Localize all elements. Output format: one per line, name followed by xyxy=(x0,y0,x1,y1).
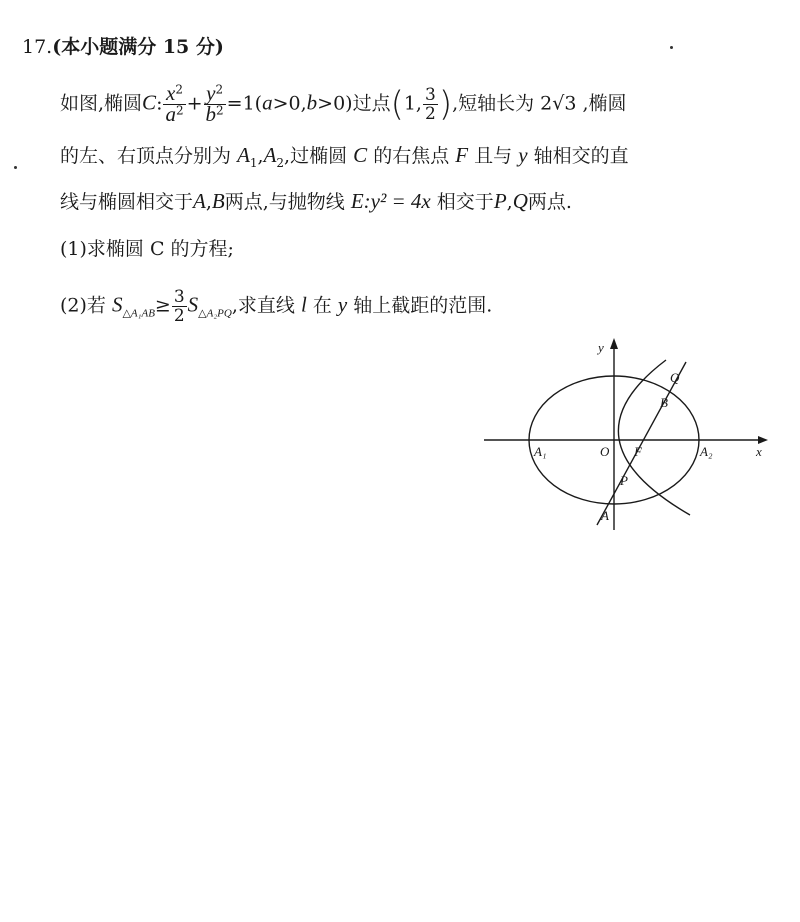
sup-2: 2 xyxy=(216,103,224,118)
text-vertices: 的左、右顶点分别为 xyxy=(60,145,232,167)
var-l: l xyxy=(300,292,307,317)
text-comma: , xyxy=(506,191,513,213)
statement-line-1: 如图,椭圆C: $\frac{x^2}{a^2}$ + $\frac{y^2}{b^2}$ =1(a>0,b>0)过点(1, $\frac{3}{2}$ ),短轴长为 2√3 ,椭圆 xyxy=(60,81,627,126)
var-y-axis: y xyxy=(518,143,528,167)
text-axis-intersect: 轴相交的直 xyxy=(533,145,629,167)
label-A2: A₂ xyxy=(700,444,713,459)
text-gt0-b: >0)过点 xyxy=(317,92,391,115)
x-axis-arrow-icon xyxy=(758,436,768,444)
var-a: a xyxy=(165,102,176,126)
text-intercept-range: 轴上截距的范围. xyxy=(353,294,493,317)
label-A: A xyxy=(601,508,609,523)
problem-number: 17. xyxy=(22,36,53,58)
text-comma: , xyxy=(257,145,264,167)
frac-den: 2 xyxy=(424,104,436,124)
text-comma: , xyxy=(205,191,212,213)
var-E: E xyxy=(350,189,364,213)
var-a-cond: a xyxy=(262,90,273,115)
var-y: y xyxy=(206,81,216,105)
var-Q: Q xyxy=(512,189,528,213)
var-S1: S xyxy=(111,292,123,317)
text-intersect-at: 相交于 xyxy=(436,191,494,213)
text-ge: ≥ xyxy=(154,294,171,317)
text-colon: : xyxy=(156,92,163,115)
var-x: x xyxy=(166,81,176,105)
parabola-equation: :y² = 4x xyxy=(363,189,431,213)
var-A1: A xyxy=(237,143,250,167)
text-eq-one: =1( xyxy=(226,92,263,115)
sub-1: 1 xyxy=(249,155,258,170)
text-through: ,过椭圆 xyxy=(284,145,348,167)
label-O: O xyxy=(600,444,610,459)
text-two-points: 两点. xyxy=(527,191,572,213)
label-Q: Q xyxy=(670,370,680,385)
var-y-intercept: y xyxy=(337,292,348,317)
text-on: 在 xyxy=(312,294,332,317)
frac-num: 3 xyxy=(424,85,436,105)
y-axis-arrow-icon xyxy=(610,338,618,349)
var-b-cond: b xyxy=(306,90,318,115)
sup-2: 2 xyxy=(175,103,184,118)
label-F: F xyxy=(634,444,642,459)
sub-A1AB: △A₁AB xyxy=(122,307,155,320)
var-A: A xyxy=(193,189,206,213)
text-point-x: 1, xyxy=(403,92,422,115)
label-A1: A₁ xyxy=(534,444,547,459)
text-if: (2)若 xyxy=(60,294,106,317)
text-find-line: ,求直线 xyxy=(231,294,295,317)
text-intro: 如图,椭圆 xyxy=(60,92,143,115)
var-b: b xyxy=(205,102,217,126)
text-and: 且与 xyxy=(474,145,513,167)
sup-2: 2 xyxy=(175,82,184,97)
problem-score: (本小题满分 15 分) xyxy=(52,36,224,58)
var-B: B xyxy=(211,189,225,213)
var-P: P xyxy=(493,189,507,213)
text-intersect-ellipse: 线与椭圆相交于 xyxy=(60,191,194,213)
text-short-axis: ,短轴长为 2√3 ,椭圆 xyxy=(452,92,627,115)
label-y: y xyxy=(598,340,604,355)
text-focus: 的右焦点 xyxy=(373,145,450,167)
paren-open: ( xyxy=(390,84,404,125)
sub-2: 2 xyxy=(276,155,285,170)
var-F: F xyxy=(455,143,469,167)
var-S2: S xyxy=(187,292,199,317)
var-A2: A xyxy=(263,143,277,167)
frac-num: 3 xyxy=(173,287,185,307)
label-B: B xyxy=(660,395,668,410)
var-C: C xyxy=(142,90,157,115)
label-x: x xyxy=(756,444,762,459)
sub-A2PQ: △A₂PQ xyxy=(198,307,232,320)
sup-2: 2 xyxy=(215,82,224,97)
paren-close: ) xyxy=(438,84,453,125)
var-C2: C xyxy=(353,143,368,167)
part-1-text: (1)求椭圆 C 的方程; xyxy=(60,238,234,260)
text-parabola: 两点,与抛物线 xyxy=(224,191,345,213)
text-gt0-a: >0, xyxy=(272,92,307,115)
frac-den: 2 xyxy=(173,306,185,326)
label-P: P xyxy=(620,473,628,488)
